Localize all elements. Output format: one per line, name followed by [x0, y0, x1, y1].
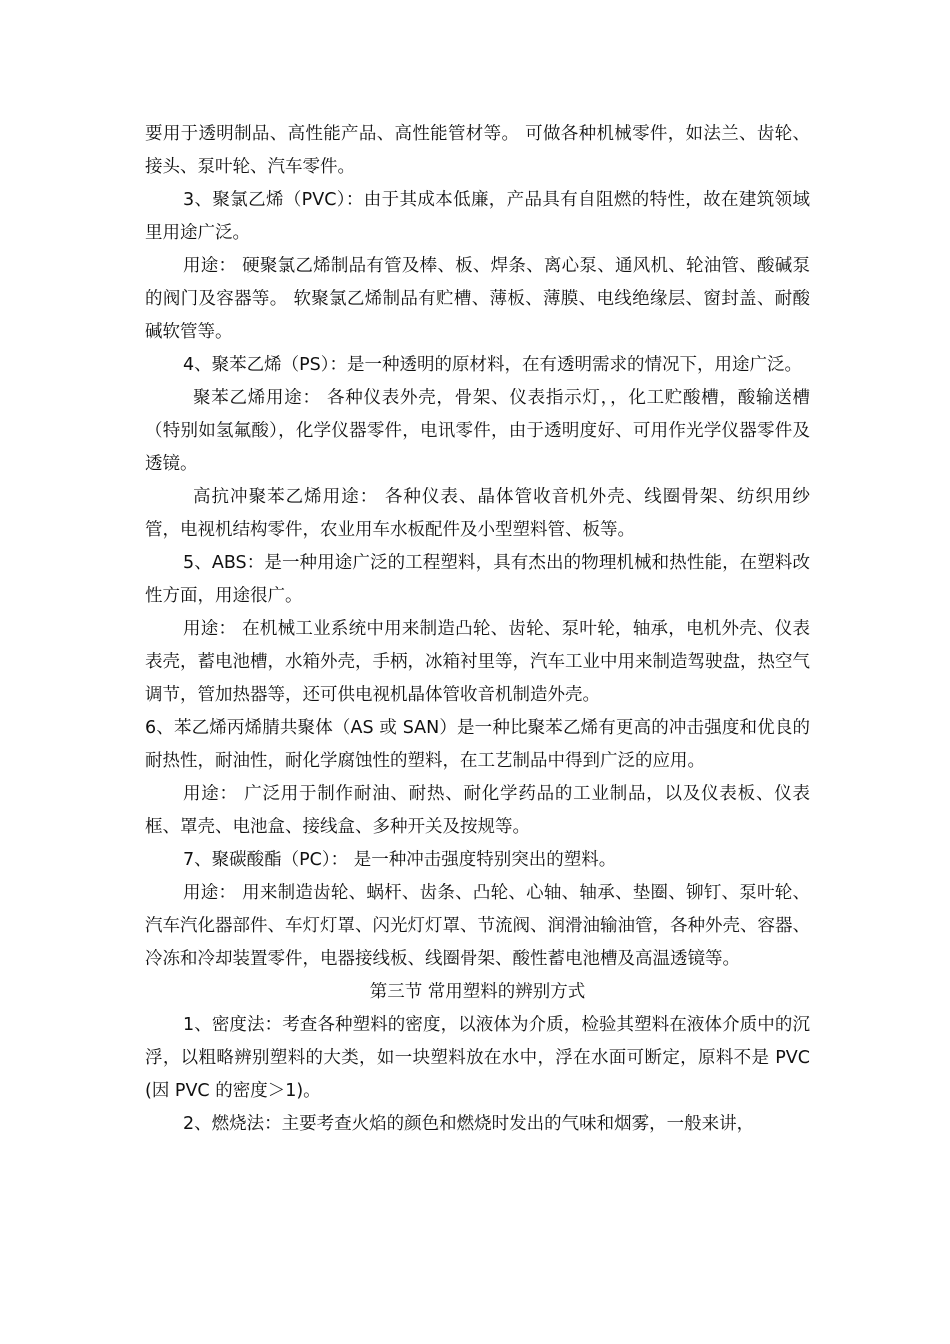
paragraph-1: 要用于透明制品、高性能产品、高性能管材等。 可做各种机械零件，如法兰、齿轮、接头、泵叶轮、汽车零件。	[145, 124, 810, 177]
paragraph-abs: 5、ABS：是一种用途广泛的工程塑料，具有杰出的物理机械和热性能，在塑料改性方面，用途很广。	[145, 553, 810, 606]
paragraph-pc: 7、聚碳酸酯（PC）： 是一种冲击强度特别突出的塑料。	[183, 850, 617, 870]
paragraph-hips-uses: 高抗冲聚苯乙烯用途： 各种仪表、晶体管收音机外壳、线圈骨架、纺织用纱管，电视机结构零件，农业用车水板配件及小型塑料管、板等。	[145, 487, 810, 540]
paragraph-density-method: 1、密度法：考查各种塑料的密度，以液体为介质，检验其塑料在液体介质中的沉浮，以粗略辨别塑料的大类，如一块塑料放在水中，浮在水面可断定，原料不是 PVC(因 PVC 的密度＞1)。	[145, 1015, 810, 1101]
paragraph-burning-method: 2、燃烧法：主要考查火焰的颜色和燃烧时发出的气味和烟雾，一般来讲，	[183, 1114, 755, 1134]
paragraph-ps: 4、聚苯乙烯（PS）：是一种透明的原材料，在有透明需求的情况下，用途广泛。	[183, 355, 803, 375]
section-heading: 第三节 常用塑料的辨别方式	[369, 982, 586, 1002]
paragraph-pc-uses: 用途： 用来制造齿轮、蜗杆、齿条、凸轮、心轴、轴承、垫圈、铆钉、泵叶轮、汽车汽化器部件、车灯灯罩、闪光灯灯罩、节流阀、润滑油输油管，各种外壳、容器、冷冻和冷却装置零件，电器接线板、线圈骨架、酸性蓄电池槽及高温透镜等。	[145, 883, 810, 969]
document-body	[145, 118, 810, 1141]
paragraph-pvc: 3、聚氯乙烯（PVC）：由于其成本低廉，产品具有自阻燃的特性，故在建筑领域里用途广泛。	[145, 190, 810, 243]
paragraph-pvc-uses: 用途： 硬聚氯乙烯制品有管及棒、板、焊条、离心泵、通风机、轮油管、酸碱泵的阀门及容器等。 软聚氯乙烯制品有贮槽、薄板、薄膜、电线绝缘层、窗封盖、耐酸碱软管等。	[145, 256, 810, 342]
paragraph-san: 6、苯乙烯丙烯腈共聚体（AS 或 SAN）是一种比聚苯乙烯有更高的冲击强度和优良的耐热性，耐油性，耐化学腐蚀性的塑料，在工艺制品中得到广泛的应用。	[145, 718, 810, 771]
paragraph-san-uses: 用途： 广泛用于制作耐油、耐热、耐化学药品的工业制品，以及仪表板、仪表框、罩壳、电池盒、接线盒、多种开关及按规等。	[145, 784, 810, 837]
paragraph-abs-uses: 用途： 在机械工业系统中用来制造凸轮、齿轮、泵叶轮，轴承，电机外壳、仪表表壳，蓄电池槽，水箱外壳，手柄，冰箱衬里等，汽车工业中用来制造驾驶盘，热空气调节，管加热器等，还可供电视机晶体管收音机制造外壳。	[145, 619, 810, 705]
paragraph-ps-uses: 聚苯乙烯用途： 各种仪表外壳，骨架、仪表指示灯，，化工贮酸槽，酸输送槽（特别如氢氟酸），化学仪器零件，电讯零件，由于透明度好、可用作光学仪器零件及透镜。	[145, 388, 810, 474]
